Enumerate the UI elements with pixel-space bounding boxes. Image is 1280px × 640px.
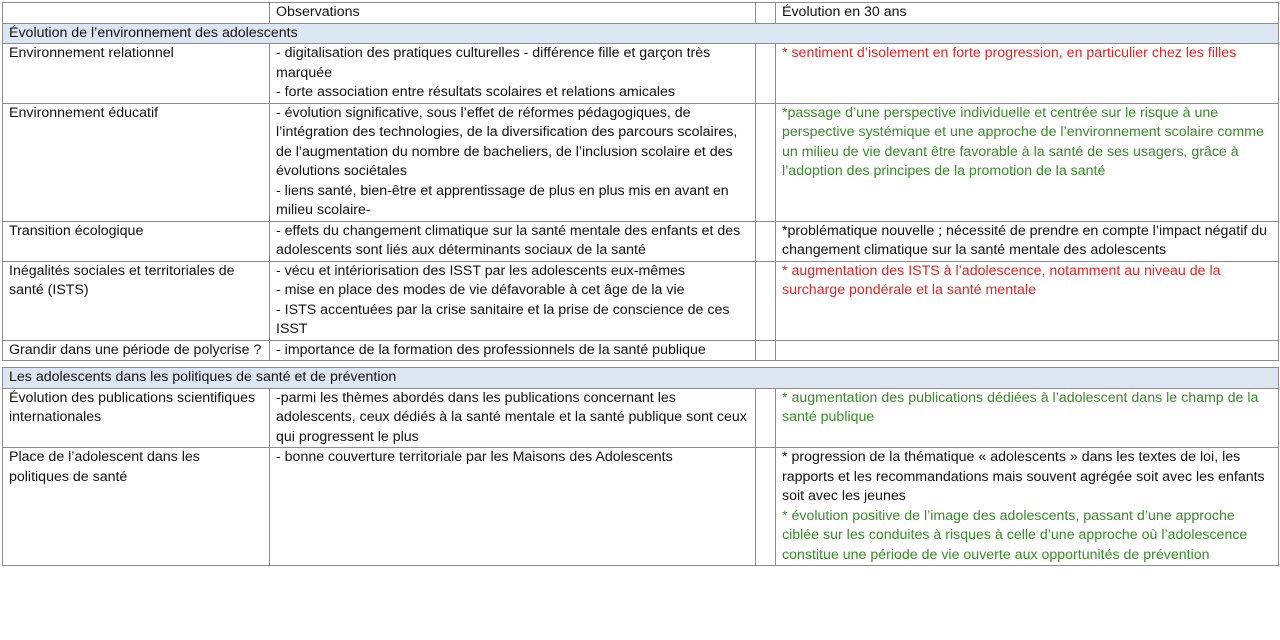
table-row (3, 388, 1279, 448)
table-row (3, 103, 1279, 221)
table-row (3, 261, 1279, 340)
header-spacer (756, 3, 776, 24)
evolution-cell (776, 448, 1279, 566)
header-evolution: Évolution en 30 ans (776, 3, 1279, 24)
observation-line: - vécu et intériorisation des ISST par les adolescents eux-mêmes (276, 262, 685, 279)
header-topic (3, 3, 270, 24)
spacer-cell (756, 340, 776, 361)
evolution-line: *problématique nouvelle ; nécessité de prendre en compte l’impact négatif du changement climatique sur la santé mentale des adolescents (782, 222, 1268, 258)
section-gap-cell (3, 361, 1279, 368)
topic-cell: Environnement relationnel (3, 44, 270, 104)
evolution-line: * augmentation des publications dédiées à l’adolescent dans le champ de la santé publique (782, 389, 1259, 425)
table-row (3, 44, 1279, 104)
topic-cell: Transition écologique (3, 221, 270, 261)
evolution-line: *passage d’une perspective individuelle et centrée sur le risque à une perspective systémique et une approche de l’environnement scolaire comme un milieu de vie devant être favorable à la santé de ses usagers, grâce à l’adoption des principes de la promotion de la santé (782, 104, 1264, 179)
header-row (3, 3, 1279, 24)
section-gap (3, 361, 1279, 368)
evolution-cell (776, 103, 1279, 221)
evolution-line: * progression de la thématique « adolescents » dans les textes de loi, les rapports et les recommandations mais souvent agrégée soit avec les enfants soit avec les jeunes (782, 449, 1265, 504)
evolution-line: * augmentation des ISTS à l’adolescence, notamment au niveau de la surcharge pondérale et la santé mentale (782, 262, 1221, 298)
topic-cell: Inégalités sociales et territoriales de santé (ISTS) (3, 261, 270, 340)
evolution-table (2, 2, 1279, 566)
table-body (3, 23, 1279, 566)
observation-line: - liens santé, bien-être et apprentissage de plus en plus mis en avant en milieu scolaire- (276, 182, 729, 218)
spacer-cell (756, 448, 776, 566)
topic-cell: Grandir dans une période de polycrise ? (3, 340, 270, 361)
observations-cell (270, 221, 756, 261)
evolution-cell (776, 44, 1279, 104)
spacer-cell (756, 261, 776, 340)
observation-line: - digitalisation des pratiques culturelles - différence fille et garçon très marquée (276, 45, 711, 81)
section-title: Les adolescents dans les politiques de santé et de prévention (3, 368, 1279, 389)
topic-cell: Évolution des publications scientifiques internationales (3, 388, 270, 448)
section-header-row (3, 368, 1279, 389)
observations-cell (270, 340, 756, 361)
observation-line: - bonne couverture territoriale par les Maisons des Adolescents (276, 449, 673, 465)
observation-line: - importance de la formation des professionnels de la santé publique (276, 341, 706, 358)
evolution-cell (776, 388, 1279, 448)
topic-cell: Environnement éducatif (3, 103, 270, 221)
observation-line: - ISTS accentuées par la crise sanitaire et la prise de conscience de ces ISST (276, 301, 730, 337)
observation-line: - mise en place des modes de vie défavorable à cet âge de la vie (276, 282, 685, 298)
evolution-line: * sentiment d’isolement en forte progression, en particulier chez les filles (782, 45, 1237, 61)
observations-cell (270, 448, 756, 566)
evolution-line: * évolution positive de l’image des adolescents, passant d’une approche ciblée sur les conduites à risques à celle d’une approche où l’adolescence constitue une période de vie ouverte aux opportunités de prévention (782, 507, 1248, 563)
section-header-row (3, 23, 1279, 44)
evolution-cell (776, 340, 1279, 361)
observations-cell (270, 261, 756, 340)
observation-line: -parmi les thèmes abordés dans les publications concernant les adolescents, ceux dédiés à la santé mentale et la santé publique sont ceux qui progressent le plus (276, 389, 747, 445)
spacer-cell (756, 221, 776, 261)
observations-cell (270, 44, 756, 104)
spacer-cell (756, 388, 776, 448)
observation-line: - évolution significative, sous l’effet de réformes pédagogiques, de l’intégration des technologies, de la diversification des parcours scolaires, de l’augmentation du nombre de bacheliers, de l’inclusion scolaire et des évolutions sociétales (276, 104, 738, 179)
observations-cell (270, 103, 756, 221)
evolution-cell (776, 221, 1279, 261)
observation-line: - effets du changement climatique sur la santé mentale des enfants et des adolescents sont liés aux déterminants sociaux de la santé (276, 222, 741, 258)
header-observations: Observations (270, 3, 756, 24)
table-row (3, 221, 1279, 261)
evolution-cell (776, 261, 1279, 340)
topic-cell: Place de l’adolescent dans les politiques de santé (3, 448, 270, 566)
table-row (3, 448, 1279, 566)
observations-cell (270, 388, 756, 448)
section-title: Évolution de l’environnement des adolescents (3, 23, 1279, 44)
spacer-cell (756, 103, 776, 221)
observation-line: - forte association entre résultats scolaires et relations amicales (276, 84, 676, 100)
spacer-cell (756, 44, 776, 104)
table-row (3, 340, 1279, 361)
